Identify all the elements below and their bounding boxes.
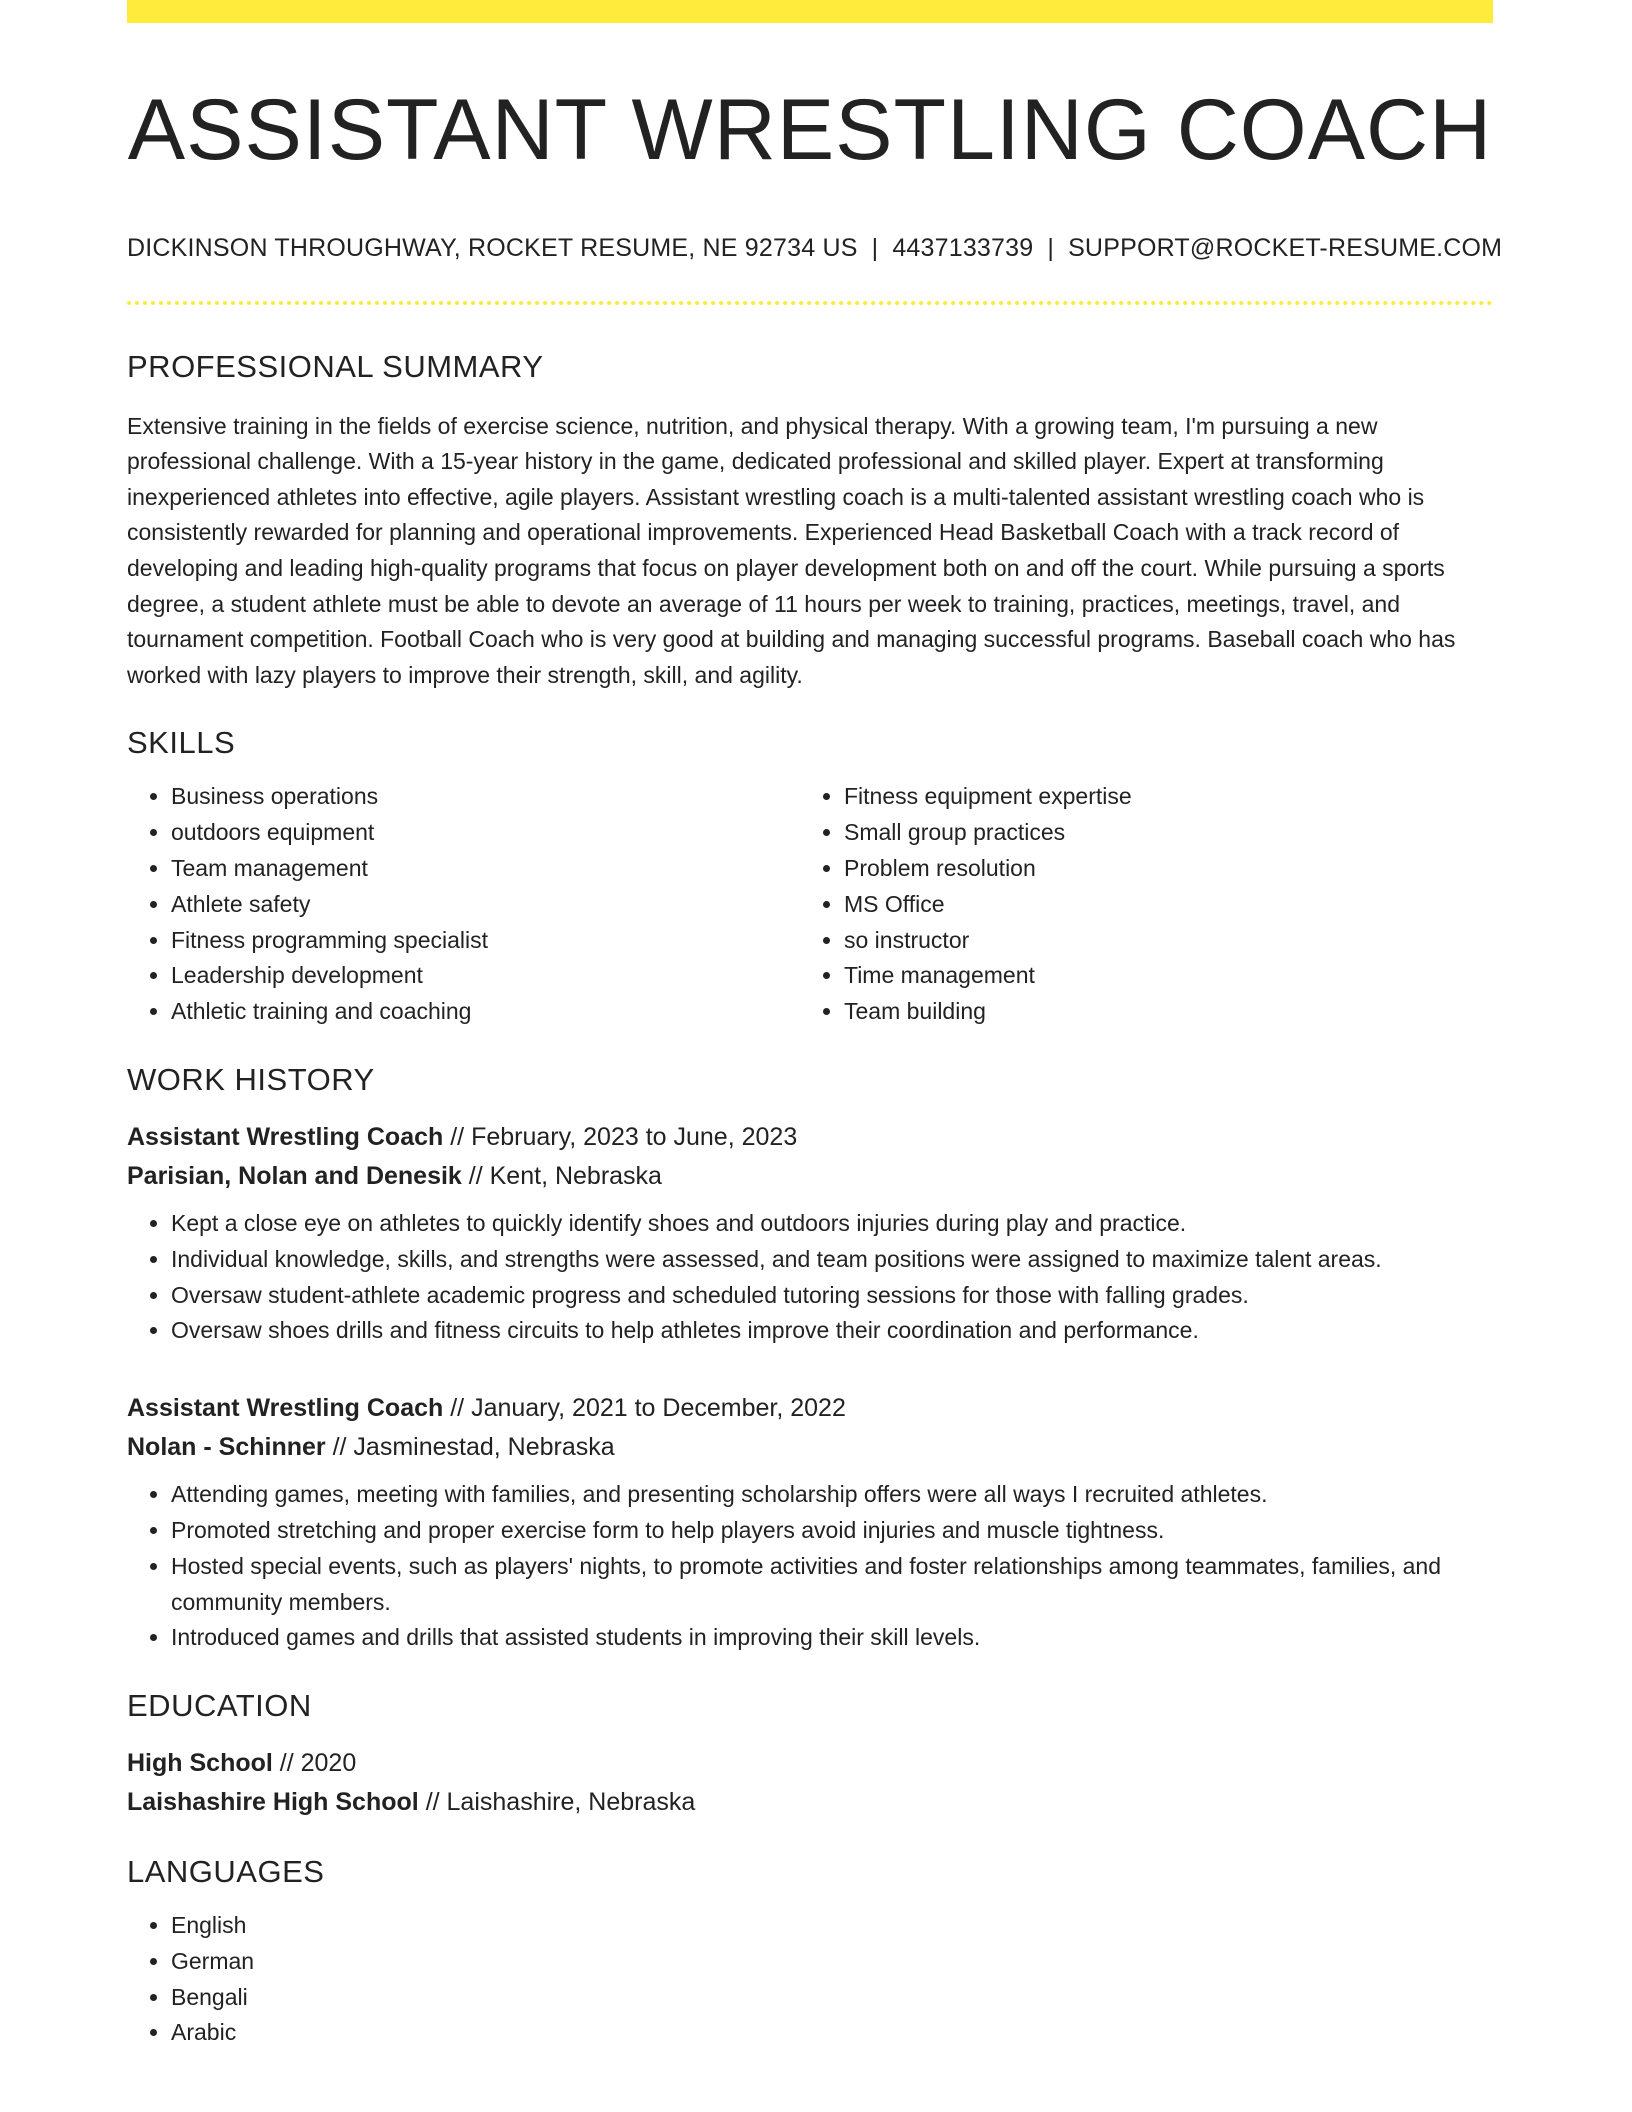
dotted-divider [127, 301, 1493, 305]
language-item: • Bengali [171, 1980, 1493, 2016]
section-title-summary: PROFESSIONAL SUMMARY [127, 348, 544, 384]
job-dates: // January, 2021 to December, 2022 [450, 1394, 846, 1423]
accent-bar [127, 0, 1493, 23]
skill-item: • Team building [844, 994, 1473, 1030]
job-company: Nolan - Schinner [127, 1433, 326, 1462]
contact-separator: | [871, 233, 879, 262]
skill-item: • Business operations [171, 779, 800, 815]
job-company: Parisian, Nolan and Denesik [127, 1161, 462, 1190]
job-role: Assistant Wrestling Coach [127, 1122, 444, 1151]
contact-separator: | [1047, 233, 1055, 262]
skill-item: • Athlete safety [171, 887, 800, 923]
job-location: // Kent, Nebraska [468, 1161, 662, 1190]
contact-address: DICKINSON THROUGHWAY, ROCKET RESUME, NE 92734 US [127, 233, 858, 262]
education-degree: High School [127, 1749, 273, 1778]
skill-item: • MS Office [844, 887, 1473, 923]
skill-item: • Leadership development [171, 958, 800, 994]
section-title-skills: SKILLS [127, 725, 236, 761]
section-title-education: EDUCATION [127, 1688, 312, 1724]
education-degree-line [127, 1744, 1493, 1783]
job-company-line [127, 1157, 1493, 1196]
skill-item: • Team management [171, 851, 800, 887]
skills-column-right [800, 779, 1473, 1030]
language-item: • English [171, 1908, 1493, 1944]
section-title-languages: LANGUAGES [127, 1854, 325, 1890]
job-bullet: • Introduced games and drills that assisted students in improving their skill levels. [171, 1620, 1493, 1656]
skill-item: • outdoors equipment [171, 815, 800, 851]
education-location: // Laishashire, Nebraska [425, 1788, 696, 1817]
skill-item: • Problem resolution [844, 851, 1473, 887]
skill-item: • Fitness programming specialist [171, 923, 800, 959]
job-bullet: • Promoted stretching and proper exercise form to help players avoid injuries and muscle tightness. [171, 1513, 1493, 1549]
education-entry [127, 1744, 1493, 1822]
section-title-work-history: WORK HISTORY [127, 1061, 375, 1097]
contact-phone: 4437133739 [892, 233, 1034, 262]
resume-title: ASSISTANT WRESTLING COACH [127, 82, 1493, 178]
education-year: // 2020 [279, 1749, 357, 1778]
job-bullet: • Attending games, meeting with families, and presenting scholarship offers were all ways I recruited athletes. [171, 1477, 1493, 1513]
job-role: Assistant Wrestling Coach [127, 1394, 444, 1423]
contact-email: SUPPORT@ROCKET-RESUME.COM [1068, 233, 1503, 262]
skill-item: • Time management [844, 958, 1473, 994]
skill-item: • so instructor [844, 923, 1473, 959]
job-entry [127, 1389, 1493, 1656]
skill-item: • Fitness equipment expertise [844, 779, 1473, 815]
education-school-line [127, 1783, 1493, 1822]
skill-item: • Small group practices [844, 815, 1473, 851]
job-bullet: • Kept a close eye on athletes to quickly identify shoes and outdoors injuries during play and practice. [171, 1206, 1493, 1242]
skills-column-left [127, 779, 800, 1030]
job-entry [127, 1118, 1493, 1349]
language-item: • Arabic [171, 2015, 1493, 2051]
job-company-line [127, 1428, 1493, 1467]
job-bullet: • Individual knowledge, skills, and strengths were assessed, and team positions were assigned to maximize talent areas. [171, 1242, 1493, 1278]
job-bullet: • Oversaw student-athlete academic progress and scheduled tutoring sessions for those with falling grades. [171, 1278, 1493, 1314]
job-dates: // February, 2023 to June, 2023 [450, 1122, 798, 1151]
contact-line [127, 233, 1503, 263]
education-school: Laishashire High School [127, 1788, 419, 1817]
job-role-line [127, 1118, 1493, 1157]
job-role-line [127, 1389, 1493, 1428]
skill-item: • Athletic training and coaching [171, 994, 800, 1030]
language-item: • German [171, 1944, 1493, 1980]
job-bullets [127, 1477, 1493, 1656]
resume-page [127, 0, 1503, 2051]
job-bullets [127, 1206, 1493, 1349]
summary-text: Extensive training in the fields of exercise science, nutrition, and physical therapy. With a growing team, I'm pursuing a new professional challenge. With a 15-year history in the game, dedicated professional and skilled player. Expert at transforming inexperienced athletes into effective, agile players. Assistant wrestling coach is a multi-talented assistant wrestling coach who is consistently rewarded for planning and operational improvements. Experienced Head Basketball Coach with a track record of developing and leading high-quality programs that focus on player development both on and off the court. While pursuing a sports degree, a student athlete must be able to devote an average of 11 hours per week to training, practices, meetings, travel, and tournament competition. Football Coach who is very good at building and managing successful programs. Baseball coach who has worked with lazy players to improve their strength, skill, and agility. [127, 412, 1456, 688]
languages-list [127, 1908, 1493, 2051]
skills-grid [127, 779, 1493, 1030]
job-location: // Jasminestad, Nebraska [332, 1433, 615, 1462]
job-bullet: • Oversaw shoes drills and fitness circuits to help athletes improve their coordination and performance. [171, 1313, 1493, 1349]
job-bullet: • Hosted special events, such as players' nights, to promote activities and foster relationships among teammates, families, and community members. [171, 1549, 1493, 1621]
